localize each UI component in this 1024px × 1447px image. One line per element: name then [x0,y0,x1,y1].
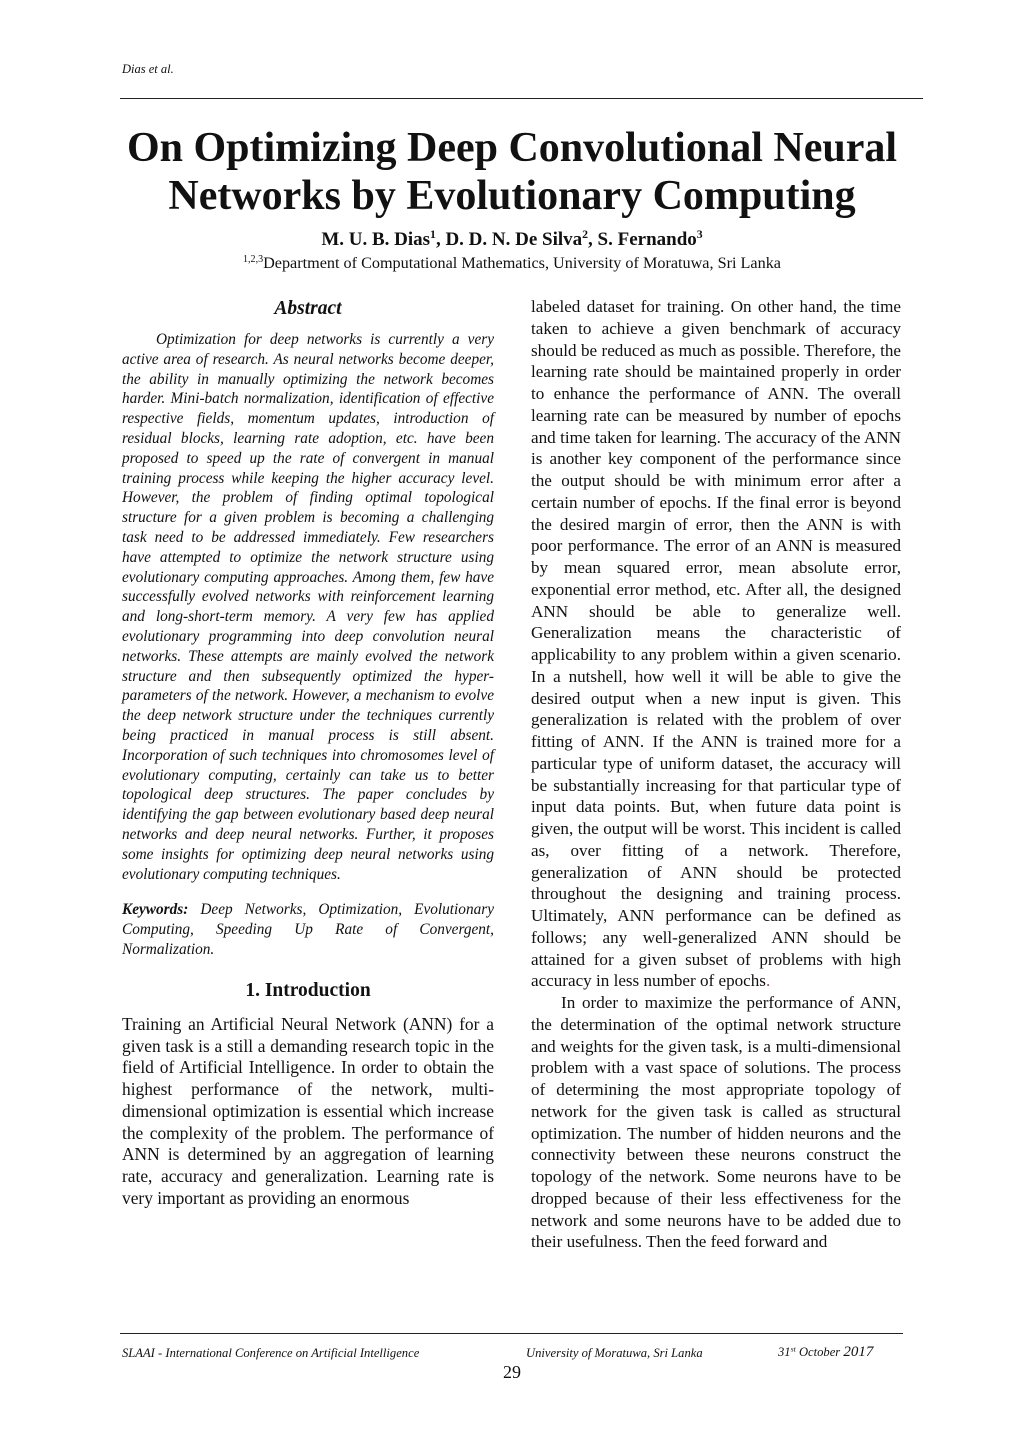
footer-date-month: October [795,1345,844,1359]
affiliation [60,252,964,274]
author-1-sup: 1 [430,227,436,241]
footer-date [778,1344,873,1361]
footer-date-day: 31 [778,1345,791,1359]
left-column [122,296,494,1210]
author-3: , S. Fernando [588,229,697,250]
footer-university: University of Moratuwa, Sri Lanka [526,1346,703,1360]
running-head: Dias et al. [122,62,174,76]
right-column [531,296,901,1253]
page-number: 29 [503,1362,521,1382]
affiliation-sup: 1,2,3 [243,253,264,265]
author-1: M. U. B. Dias [321,229,431,250]
title-line-2: Networks by Evolutionary Computing [168,173,856,219]
title-line-1: On Optimizing Deep Convolutional Neural [126,125,898,171]
keywords-label: Keywords: [122,901,189,919]
affiliation-text: Department of Computational Mathematics, University of Moratuwa, Sri Lanka [263,254,781,272]
keywords-text: Deep Networks, Optimization, Evolutionary Computing, Speeding Up Rate of Convergent, Normalization. [122,901,494,958]
footer-date-year: 2017 [843,1344,874,1360]
abstract-heading: Abstract [274,298,342,319]
introduction-paragraph-1: Training an Artificial Neural Network (ANN) for a given task is a still a demanding research topic in the field of Artificial Intelligence. In order to obtain the highest performance of the network, multi-dimensional optimization is essential which increase the complexity of the problem. The performance of ANN is determined by an aggregation of learning rate, accuracy and generalization. Learning rate is very important as providing an enormous [122,1013,494,1209]
paper-title [60,124,964,220]
footer-rule [120,1333,903,1334]
author-2-sup: 2 [582,227,589,241]
introduction-paragraph-1-continued [531,296,901,992]
author-list [60,228,964,252]
footer-conference: SLAAI - International Conference on Artificial Intelligence [122,1346,420,1360]
author-3-sup: 3 [696,227,703,241]
introduction-heading: 1. Introduction [245,979,371,1001]
header-rule [120,98,923,99]
abstract-body: Optimization for deep networks is currently a very active area of research. As neural networks become deeper, the ability in manually optimizing the network becomes harder. Mini-batch normalization, identification of effective respective fields, momentum updates, introduction of residual blocks, learning rate adoption, etc. have been proposed to speed up the rate of convergent in manual training process while keeping the higher accuracy level. However, the problem of finding optimal topological structure for a given problem is becoming a challenging task need to be addressed immediately. Few researchers have attempted to optimize the network structure using evolutionary computing approaches. Among them, few have successfully evolved networks with reinforcement learning and long-short-term memory. A very few has applied evolutionary programming into deep convolution neural networks. These attempts are mainly evolved the network structure and then subsequently optimized the hyper-parameters of the network. However, a mechanism to evolve the deep network structure under the techniques currently being practiced in manual process is still absent. Incorporation of such techniques into chromosomes level of evolutionary computing, certainly can take us to better topological deep structures. The paper concludes by identifying the gap between evolutionary based deep neural networks and deep neural networks. Further, it proposes some insights for optimizing deep neural networks using evolutionary computing techniques. [122,331,494,883]
paragraph-1-continued-text: labeled dataset for training. On other hand, the time taken to achieve a given benchmark of accuracy should be reduced as much as possible. Therefore, the learning rate should be maintained properly in order to enhance the performance of ANN. The overall learning rate can be measured by number of epochs and time taken for learning. The accuracy of the ANN is another key component of the performance since the output should be with minimum error after a certain number of epochs. If the final error is beyond the desired margin of error, then the ANN is with poor performance. The error of an ANN is measured by mean squared error, mean absolute error, exponential error method, etc. After all, the designed ANN should be able to generalize well. Generalization means the characteristic of applicability to any problem within a given scenario. In a nutshell, how well it will be able to give the desired output when a new input is given. This generalization is related with the problem of over fitting of ANN. If the ANN is trained more for a particular type of uniform dataset, the accuracy will be substantially increasing for that particular type of input data points. But, when future data point is given, the output will be worst. This incident is called as, over fitting of a network. Therefore, generalization of ANN should be protected throughout the designing and training process. Ultimately, ANN performance can be defined as follows; any well-generalized ANN should be attained for a given subset of problems with high accuracy in less number of epochs [531,297,901,991]
introduction-paragraph-2: In order to maximize the performance of ANN, the determination of the optimal network structure and weights for the given task, is a multi-dimensional problem with a vast space of solutions. The process of determining the most appropriate topology of network for the given task is called as structural optimization. The number of hidden neurons and the connectivity between these neurons construct the topology of the network. Some neurons have to be dropped because of their less effectiveness for the network and some neurons have to be added due to their usefulness. Then the feed forward and [531,993,901,1252]
footer-date-suffix: st [790,1344,796,1354]
author-2: , D. D. N. De Silva [435,229,583,250]
keywords [122,900,494,959]
paragraph-1-end-mark: . [765,971,771,991]
